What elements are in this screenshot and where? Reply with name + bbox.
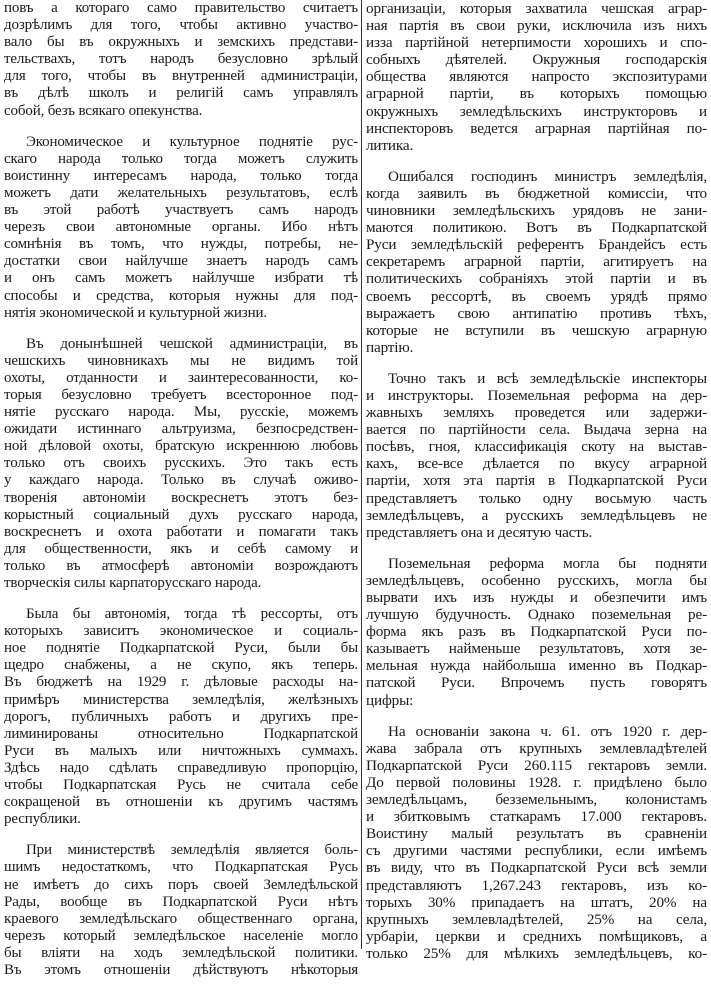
text-line: Руси въ малыхъ или ничтожныхъ суммахъ.	[4, 742, 358, 759]
text-line: нятія экономической и культурной жизни.	[4, 304, 267, 321]
text-line: организаціи, которыя захватила чешская аграр-	[366, 0, 707, 17]
text-line: изза партійной нетерпимости хорошихъ и спо-	[366, 34, 707, 52]
text-line: Въ этомъ отношеніи дѣйствуютъ нѣкоторыя	[4, 961, 358, 978]
text-line: Воистину малый результатъ въ сравненіи	[366, 825, 707, 843]
text-line: тельствахъ, тотъ народъ безусловно зрѣлый	[4, 51, 358, 68]
text-line: скаго народа только тогда можетъ служить	[4, 150, 358, 167]
text-line: Поземельная реформа могла бы подняти	[388, 554, 707, 572]
text-line: чтобы Подкарпатская Русь не считала себе	[4, 777, 358, 794]
text-line: повъ а котораго само правительство считаетъ	[4, 0, 358, 16]
text-line: На основаніи закона ч. 61. отъ 1920 г. дер-	[388, 722, 707, 740]
text-line: кахъ, все-все дѣлается по вкусу аграрной	[366, 455, 707, 473]
text-line: щедро снабжены, а не скупо, якъ теперь.	[4, 657, 358, 674]
text-line: цифры:	[366, 691, 414, 709]
text-line: торыхъ 30% припадаетъ на штатъ, 20% на	[366, 893, 707, 911]
text-line: и онъ самъ можетъ найлучше избрати тѣ	[4, 270, 358, 287]
text-line: урбаріи, церкви и среднихъ помѣщиковъ, а	[366, 927, 707, 945]
text-line: общества являются напросто экспозитурами	[366, 68, 707, 86]
text-line: и збитковымъ статкарамъ 17.000 гектаровъ.	[366, 808, 707, 826]
text-line: земледѣльцамъ, безземельнымъ, колонистамъ	[366, 791, 707, 809]
paragraph	[4, 842, 358, 979]
text-line: ная партія въ свои руки, исключила изъ нихъ	[366, 17, 707, 35]
text-line: творенія автономіи воскреснетъ этотъ без-	[4, 489, 358, 506]
text-line: сомнѣнія въ томъ, что нужды, потребы, не-	[4, 236, 358, 253]
text-line: воистинну интересамъ народа, только тогда	[4, 167, 358, 184]
paragraph	[366, 723, 707, 962]
text-line: Рады, вообще въ Подкарпатской Руси нѣтъ	[4, 893, 358, 910]
text-line: торыя безусловно требуетъ всесторонное под-	[4, 386, 358, 403]
text-line: для того, чтобы въ внутренней администраціи,	[4, 68, 358, 85]
text-line: которыхъ зависитъ экономическое и социаль-	[4, 623, 358, 640]
text-line: жавныхъ земляхъ проведется или задержи-	[366, 404, 707, 422]
text-line: способы и средства, которыя нужны для под-	[4, 287, 358, 304]
text-line: представляетъ только одну восьмую часть	[366, 489, 707, 507]
text-line: вается по партійности села. Выдача зерна на	[366, 421, 707, 439]
text-line: ожидати истиннаго альтруизма, безпосредствен-	[4, 421, 358, 438]
text-line: въ дѣлѣ школъ и религій самъ управлялъ	[4, 85, 358, 102]
text-line: земледѣльцевъ, а русскихъ земледѣльцевъ не	[366, 506, 707, 524]
text-line: партіи, хотя эта партія в Подкарпатской Руси	[366, 472, 707, 490]
text-line: лиминированы относительно Подкарпатской	[4, 725, 358, 742]
text-line: патской Руси. Впрочемъ пусть говорятъ	[366, 674, 707, 692]
text-line: собой, безъ всякаго опекунства.	[4, 102, 203, 119]
text-line: ное поднятіе Подкарпатской Руси, были бы	[4, 640, 358, 657]
text-line: творческія силы карпаторусскаго народа.	[4, 575, 262, 591]
text-line: чешскихъ чиновникахъ мы не видимъ той	[4, 352, 358, 369]
text-line: Подкарпатской Руси 260.115 гектаровъ земли.	[366, 756, 707, 774]
text-line: Экономическое и культурное поднятіе рус-	[26, 133, 358, 150]
text-line: партію.	[366, 338, 414, 356]
text-line: примѣръ министерства земледѣлія, желѣзныхъ	[4, 691, 358, 708]
text-line: маются политикою. Вотъ въ Подкарпатской	[366, 219, 707, 237]
text-line: Ошибался господинъ министръ земледѣлія,	[388, 167, 707, 185]
text-line: своемъ рессортѣ, въ своемъ урядѣ прямо	[366, 287, 707, 305]
text-line: съ другими частями республики, если имѣемъ	[366, 842, 707, 860]
paragraph	[4, 336, 358, 592]
paragraph	[366, 370, 707, 541]
text-line: охоты, отданности и заинтересованности, ко-	[4, 369, 358, 386]
text-line: чиновники земледѣльскихъ урядовъ не зани-	[366, 202, 707, 220]
text-line: представляетъ она и десятую часть.	[366, 523, 593, 541]
text-line: аграрной партіи, въ которыхъ помощью	[366, 85, 707, 103]
column-divider	[361, 0, 362, 949]
text-line: вало бы въ окружныхъ и земскихъ представи-	[4, 34, 358, 51]
text-line: Руси земледѣльскій референтъ Брандейсъ есть	[366, 236, 707, 254]
text-line: крупныхъ землевладѣтелей, 25% на села,	[366, 910, 707, 928]
text-line: политическихъ собраніяхъ этой партіи и въ	[366, 270, 707, 288]
text-line: черезъ свои автономные органы. Ибо нѣтъ	[4, 219, 358, 236]
text-line: сокращеной въ отношеніи къ другимъ частямъ	[4, 794, 358, 811]
text-line: мельная нужда найболыша именно въ Подкар-	[366, 657, 707, 675]
text-line: шимъ недостаткомъ, что Подкарпатская Русь	[4, 859, 358, 876]
paragraph	[4, 606, 358, 828]
text-line: и инструкторы. Поземельная реформа на дер-	[366, 386, 707, 404]
text-line: корыстный социальный духъ русскаго народа,	[4, 506, 358, 523]
paragraph	[366, 168, 707, 356]
text-line: достатки свои найлучше знаетъ народъ самъ	[4, 253, 358, 270]
text-line: для общественности, якъ и себѣ самому и	[4, 540, 358, 557]
text-line: При министерствѣ земледѣлія является боль-	[26, 842, 358, 859]
text-line: которые не вступили въ чешскую аграрную	[366, 321, 707, 339]
text-line: дозрѣлимъ для того, чтобы активно участво-	[4, 17, 358, 34]
text-line: бы вліяти на ходъ земледѣльской политики.	[4, 944, 358, 961]
text-line: только 25% для мѣлкихъ земледѣльцевъ, ко-	[366, 944, 707, 962]
text-line: земледѣльцевъ, особенно русскихъ, могла бы	[366, 571, 707, 589]
text-line: представляютъ 1,267.243 гектаровъ, изъ ко-	[366, 876, 707, 894]
text-line: Въ бюджетѣ на 1929 г. дѣловые расходы на-	[4, 674, 358, 691]
text-column-left	[4, 0, 358, 993]
text-line: ной дѣловой охоты, братскую искреннюю любовь	[4, 438, 358, 455]
text-line: окружныхъ земледѣльскихъ инструкторовъ и	[366, 102, 707, 120]
text-line: жава забрала отъ крупныхъ землевладѣтелей	[366, 739, 707, 757]
text-line: секретаремъ аграрной партіи, агитируетъ на	[366, 253, 707, 271]
text-line: лучшую будучность. Однако поземельная ре-	[366, 606, 707, 624]
text-line: посѣвъ, гноя, классификація скоту на выстав-	[366, 438, 707, 456]
text-line: воскреснетъ и охота работати и помагати такъ	[4, 523, 358, 540]
text-line: краевого земледѣльскаго общественнаго органа,	[4, 910, 358, 927]
text-line: вырвати ихъ изъ нужды и обезпечити имъ	[366, 589, 707, 606]
text-line: можетъ дати желательныхъ результатовъ, еслѣ	[4, 184, 358, 201]
text-line: литика.	[366, 136, 414, 154]
paragraph	[366, 0, 707, 154]
paragraph	[4, 134, 358, 322]
text-line: выражаетъ свою антипатію противъ тѣхъ,	[366, 304, 707, 322]
text-column-right	[366, 0, 707, 976]
text-line: когда заявилъ въ бюджетной комиссіи, что	[366, 184, 707, 202]
text-line: форма якъ разъ въ Подкарпатской Руси по-	[366, 623, 707, 641]
text-line: въ виду, что въ Подкарпатской Руси всѣ земли	[366, 859, 707, 877]
text-line: черезъ который земледѣльское населеніе могло	[4, 927, 358, 944]
text-line: казываетъ найменьше результатовъ, хотя зе-	[366, 640, 707, 658]
text-line: у каждаго народа. Только въ случаѣ оживо-	[4, 472, 358, 489]
paragraph	[4, 0, 358, 120]
text-line: Въ донынѣшней чешской администраціи, въ	[26, 335, 358, 352]
text-line: въ этой работѣ участвуетъ самъ народъ	[4, 202, 358, 219]
paragraph	[366, 555, 707, 709]
text-line: только въ атмосферѣ автономіи возрождаютъ	[4, 557, 358, 574]
text-line: Была бы автономія, тогда тѣ рессорты, отъ	[26, 606, 358, 623]
text-line: только отъ своихъ русскихъ. Это такъ есть	[4, 455, 358, 472]
text-line: До первой половины 1928. г. придѣлено было	[366, 773, 707, 791]
text-line: Здѣсь надо сдѣлать справедливую пропорцію,	[4, 759, 358, 776]
text-line: республики.	[4, 811, 81, 828]
text-line: инспекторовъ ведется аграрная партійная по-	[366, 119, 707, 137]
text-line: дорогъ, публичныхъ работъ и другихъ пре-	[4, 708, 358, 725]
text-line: собныхъ дѣятелей. Окружныя господарскія	[366, 51, 707, 69]
text-line: нятіе русскаго народа. Мы, русскіе, можемъ	[4, 404, 358, 421]
text-line: Точно такъ и всѣ земледѣльскіе инспекторы	[388, 369, 707, 387]
text-line: не имѣетъ до сихъ поръ своей Земледѣльской	[4, 876, 358, 893]
